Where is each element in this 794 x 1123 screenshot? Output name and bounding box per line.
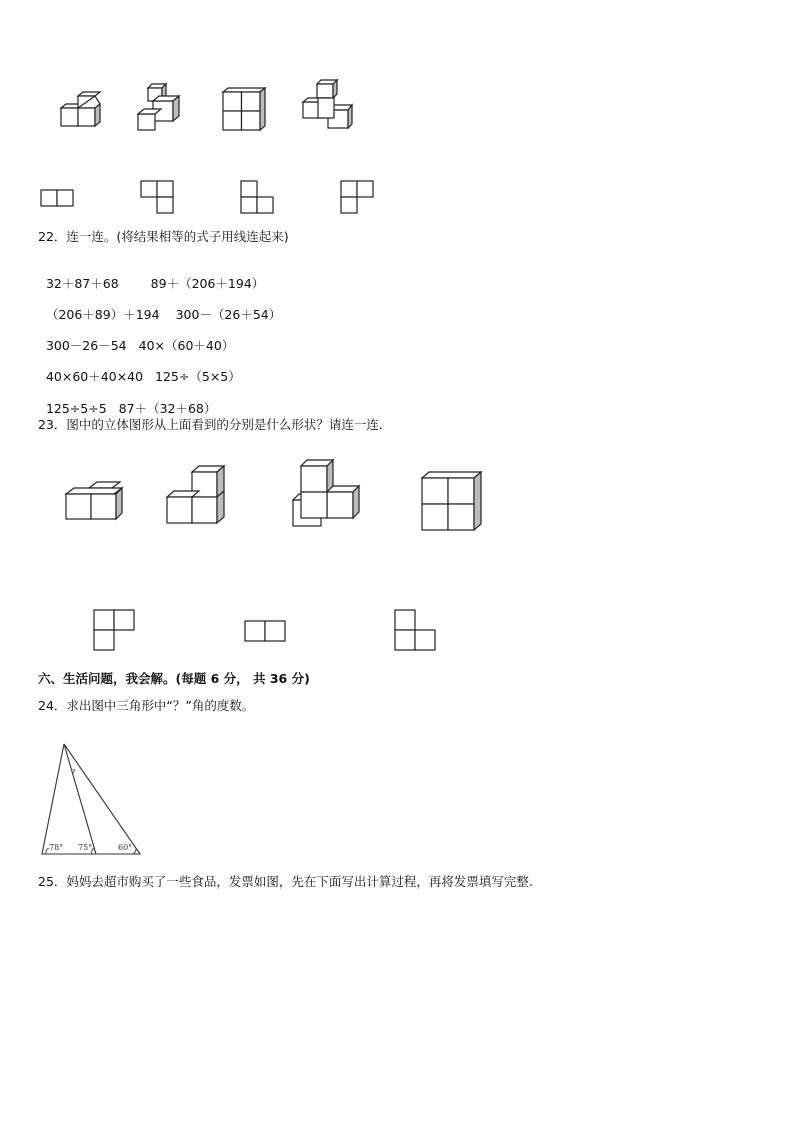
solid-figure-q23-1 xyxy=(64,478,128,524)
view-shape-q23-1 xyxy=(93,609,137,653)
solid-figure-q23-2 xyxy=(166,464,230,526)
q25-title: 25．妈妈去超市购买了一些食品，发票如图，先在下面写出计算过程，再将发票填写完整. xyxy=(38,874,533,889)
view-shape-top-1 xyxy=(40,189,76,207)
expr-right-5[interactable]: 87＋（32＋68） xyxy=(118,401,217,416)
solid-figure-top-2 xyxy=(135,82,185,134)
q22-title: 22．连一连。(将结果相等的式子用线连起来) xyxy=(38,229,289,244)
solid-figure-q23-3 xyxy=(291,458,363,528)
expr-right-2[interactable]: 300－（26＋54） xyxy=(175,307,282,322)
view-shape-q23-3 xyxy=(394,609,438,653)
expr-left-1[interactable]: 32＋87＋68 xyxy=(45,276,119,291)
view-shape-top-3 xyxy=(240,180,276,216)
q23-title: 23．图中的立体图形从上面看到的分别是什么形状？请连一连． xyxy=(38,417,392,432)
triangle-figure xyxy=(40,742,144,856)
solid-figure-top-4 xyxy=(300,78,356,132)
expr-row-1 xyxy=(38,260,264,292)
angle-label-75: 75° xyxy=(78,843,93,852)
expr-left-4[interactable]: 40×60＋40×40 xyxy=(45,369,144,384)
expr-row-4 xyxy=(38,353,241,385)
angle-label-60: 60° xyxy=(118,843,133,852)
expr-left-5[interactable]: 125÷5÷5 xyxy=(45,401,107,416)
view-shape-top-4 xyxy=(340,180,376,216)
expr-right-1[interactable]: 89＋（206＋194） xyxy=(150,276,265,291)
expr-row-3 xyxy=(38,322,234,354)
view-shape-top-2 xyxy=(140,180,176,216)
expr-right-4[interactable]: 125÷（5×5） xyxy=(155,369,241,384)
solid-figure-top-1 xyxy=(56,92,106,132)
view-shape-q23-2 xyxy=(244,620,288,644)
expr-row-2 xyxy=(38,291,281,323)
angle-unknown-label: ? xyxy=(71,768,76,777)
expr-row-5 xyxy=(38,385,216,417)
section6-title: 六、生活问题，我会解。(每题 6 分， 共 36 分) xyxy=(38,671,310,686)
expr-right-3[interactable]: 40×（60＋40） xyxy=(138,338,235,353)
expr-left-2[interactable]: （206＋89）＋194 xyxy=(45,307,160,322)
angle-label-78: 78° xyxy=(49,843,64,852)
solid-figure-q23-4 xyxy=(420,470,486,534)
solid-figure-top-3 xyxy=(220,86,270,132)
expr-left-3[interactable]: 300－26－54 xyxy=(45,338,127,353)
q24-title: 24．求出图中三角形中“？”角的度数。 xyxy=(38,698,255,713)
